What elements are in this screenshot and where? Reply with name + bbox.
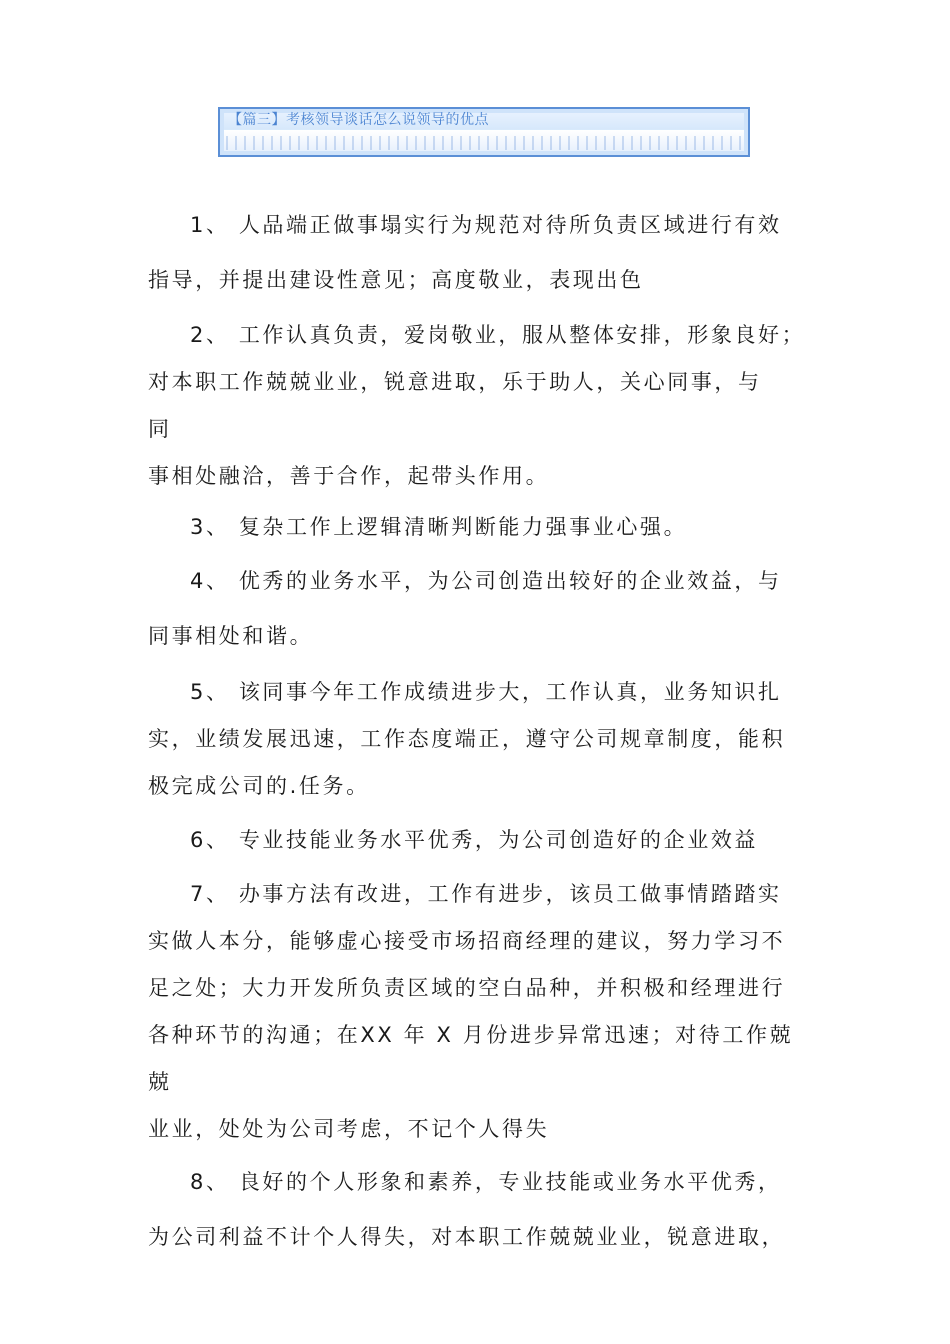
item-7-line-2: 实做人本分，能够虚心接受市场招商经理的建议，努力学习不 [148, 929, 786, 953]
item-7-line-5: 兢 [148, 1070, 172, 1094]
item-2-line-2: 对本职工作兢兢业业，锐意进取，乐于助人，关心同事，与 [148, 370, 762, 394]
item-5-line-2: 实，业绩发展迅速，工作态度端正，遵守公司规章制度，能积 [148, 727, 786, 751]
section-banner [218, 107, 750, 157]
item-4-line-2: 同事相处和谐。 [148, 624, 314, 648]
item-6-line-1: 6、 专业技能业务水平优秀，为公司创造好的企业效益 [190, 828, 759, 852]
item-7-line-3: 足之处；大力开发所负责区域的空白品种，并积极和经理进行 [148, 976, 786, 1000]
item-3-line-1: 3、 复杂工作上逻辑清晰判断能力强事业心强。 [190, 515, 688, 539]
banner-title: 【篇三】考核领导谈话怎么说领导的优点 [228, 112, 489, 128]
item-2-line-3: 同 [148, 417, 172, 441]
item-7-line-4: 各种环节的沟通；在XX 年 X 月份进步异常迅速；对待工作兢 [148, 1023, 794, 1047]
item-4-line-1: 4、 优秀的业务水平，为公司创造出较好的企业效益，与 [190, 569, 782, 593]
item-1-line-2: 指导，并提出建设性意见；高度敬业，表现出色 [148, 268, 644, 292]
item-8-line-1: 8、 良好的个人形象和素养，专业技能或业务水平优秀， [190, 1170, 782, 1194]
item-2-line-1: 2、 工作认真负责，爱岗敬业，服从整体安排，形象良好； [190, 323, 806, 347]
item-5-line-3: 极完成公司的.任务。 [148, 774, 370, 798]
item-7-line-1: 7、 办事方法有改进，工作有进步，该员工做事情踏踏实 [190, 882, 782, 906]
item-2-line-4: 事相处融洽，善于合作，起带头作用。 [148, 464, 550, 488]
document-body [148, 200, 808, 1261]
banner-decoration [226, 136, 742, 150]
item-5-line-1: 5、 该同事今年工作成绩进步大，工作认真，业务知识扎 [190, 680, 782, 704]
item-8-line-2: 为公司利益不计个人得失，对本职工作兢兢业业，锐意进取， [148, 1225, 786, 1249]
item-1-line-1: 1、 人品端正做事塌实行为规范对待所负责区域进行有效 [190, 213, 782, 237]
item-7-line-6: 业业，处处为公司考虑，不记个人得失 [148, 1117, 550, 1141]
